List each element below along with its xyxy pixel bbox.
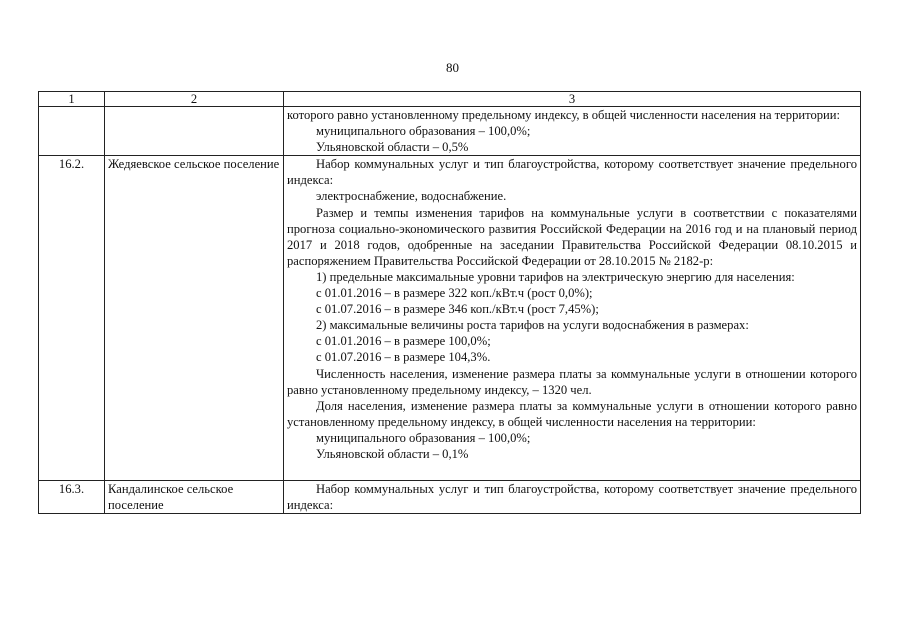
paragraph: с 01.01.2016 – в размере 100,0%; (316, 334, 491, 349)
paragraph: с 01.01.2016 – в размере 322 коп./кВт.ч (рост 0,0%); (316, 286, 593, 301)
paragraph: Размер и темпы изменения тарифов на коммунальные услуги в соответствии с показателями прогноза социально-экономического развития Российской Федерации на 2016 год и на плановый период 2017 и 2018 годов, одобренные на заседании Правительства Российской Федерации 08.10.2015 и распоряжением Правительства Российской Федерации от 28.10.2015 № 2182-р: (287, 205, 857, 268)
settlement-name: Кандалинское сельское поселение (105, 481, 284, 514)
paragraph: Ульяновской области – 0,5% (316, 140, 469, 155)
paragraph: Доля населения, изменение размера платы за коммунальные услуги в отношении которого равно установленному предельному индексу, в общей численности населения на территории: (287, 398, 857, 429)
table-row (39, 156, 861, 481)
table-header-row (39, 92, 861, 107)
paragraph: 2) максимальные величины роста тарифов на услуги водоснабжения в размерах: (316, 318, 749, 333)
page-number: 80 (446, 60, 459, 75)
row-content (284, 481, 861, 514)
paragraph: Набор коммунальных услуг и тип благоустройства, которому соответствует значение предельного индекса: (287, 157, 857, 188)
row-number: 16.3. (39, 481, 105, 514)
paragraph: с 01.07.2016 – в размере 104,3%. (316, 350, 491, 365)
paragraph: с 01.07.2016 – в размере 346 коп./кВт.ч (рост 7,45%); (316, 302, 599, 317)
paragraph: Численность населения, изменение размера платы за коммунальные услуги в отношении которого равно установленному предельному индексу, – 1320 чел. (287, 366, 857, 397)
column-header: 2 (105, 92, 284, 107)
settlement-name: Жедяевское сельское поселение (105, 156, 284, 481)
paragraph: 1) предельные максимальные уровни тарифов на электрическую энергию для населения: (316, 269, 795, 284)
paragraph: муниципального образования – 100,0%; (316, 124, 531, 139)
paragraph: Набор коммунальных услуг и тип благоустройства, которому соответствует значение предельного индекса: (287, 482, 857, 513)
row-number (39, 107, 105, 156)
paragraph: которого равно установленному предельному индексу, в общей численности населения на территории: (287, 108, 841, 122)
settlement-name (105, 107, 284, 156)
table-row (39, 107, 861, 156)
paragraph: муниципального образования – 100,0%; (316, 430, 531, 445)
column-header: 1 (39, 92, 105, 107)
row-number: 16.2. (39, 156, 105, 481)
row-content (284, 107, 861, 156)
table-row (39, 481, 861, 514)
spacer (287, 462, 857, 480)
paragraph: электроснабжение, водоснабжение. (316, 189, 507, 204)
paragraph: Ульяновской области – 0,1% (316, 446, 469, 461)
column-header: 3 (284, 92, 861, 107)
row-content (284, 156, 861, 481)
tariff-table (38, 91, 861, 514)
